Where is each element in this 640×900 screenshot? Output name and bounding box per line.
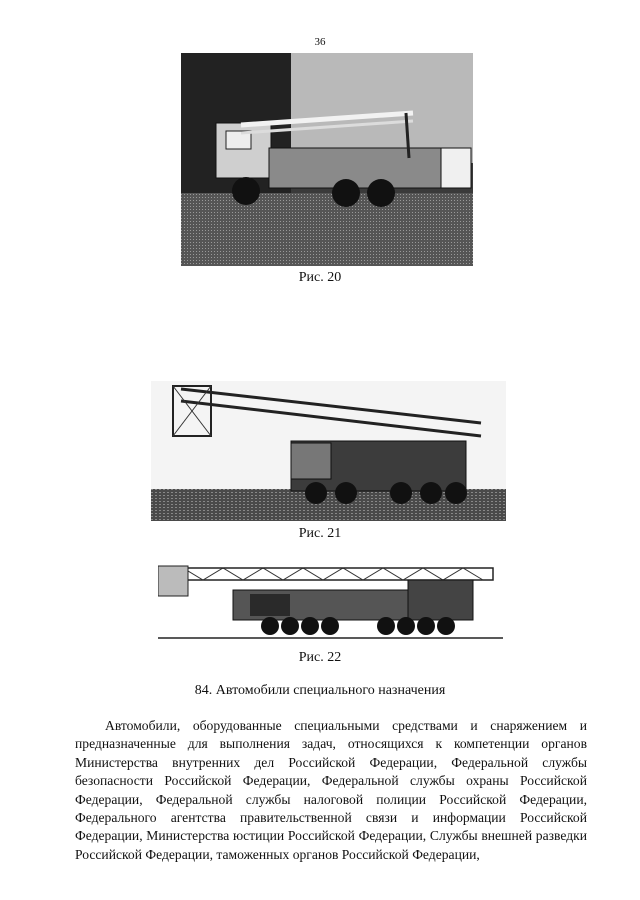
figure-21-image xyxy=(151,381,506,521)
figure-20-photo xyxy=(181,53,473,266)
figure-20-caption: Рис. 20 xyxy=(298,270,342,285)
section-paragraph: Автомобили, оборудованные специальными средствами и снаряжением и предназначенные для выполнения задач, относящихся к компетенции органов Министерства внутренних дел Российской Федерации, Федеральной службы безопасности Российской Федерации, Федеральной службы охраны Российской Федерации, Федеральной службы налоговой полиции Российской Федерации, Федерального агентства правительственной связи и информации Российской Федерации, Министерства юстиции Российской Федерации, Службы внешней разведки Российской Федерации, таможенных органов Российской Федерации, xyxy=(75,718,587,862)
figure-22-caption: Рис. 22 xyxy=(298,650,342,665)
page-number: 36 xyxy=(314,36,326,48)
section-heading: 84. Автомобили специального назначения xyxy=(194,683,446,698)
figure-21-photo xyxy=(151,381,506,521)
figure-22-image xyxy=(158,562,503,644)
figure-21-caption: Рис. 21 xyxy=(298,526,342,541)
figure-22-photo xyxy=(158,562,503,644)
figure-20-image xyxy=(181,53,473,266)
